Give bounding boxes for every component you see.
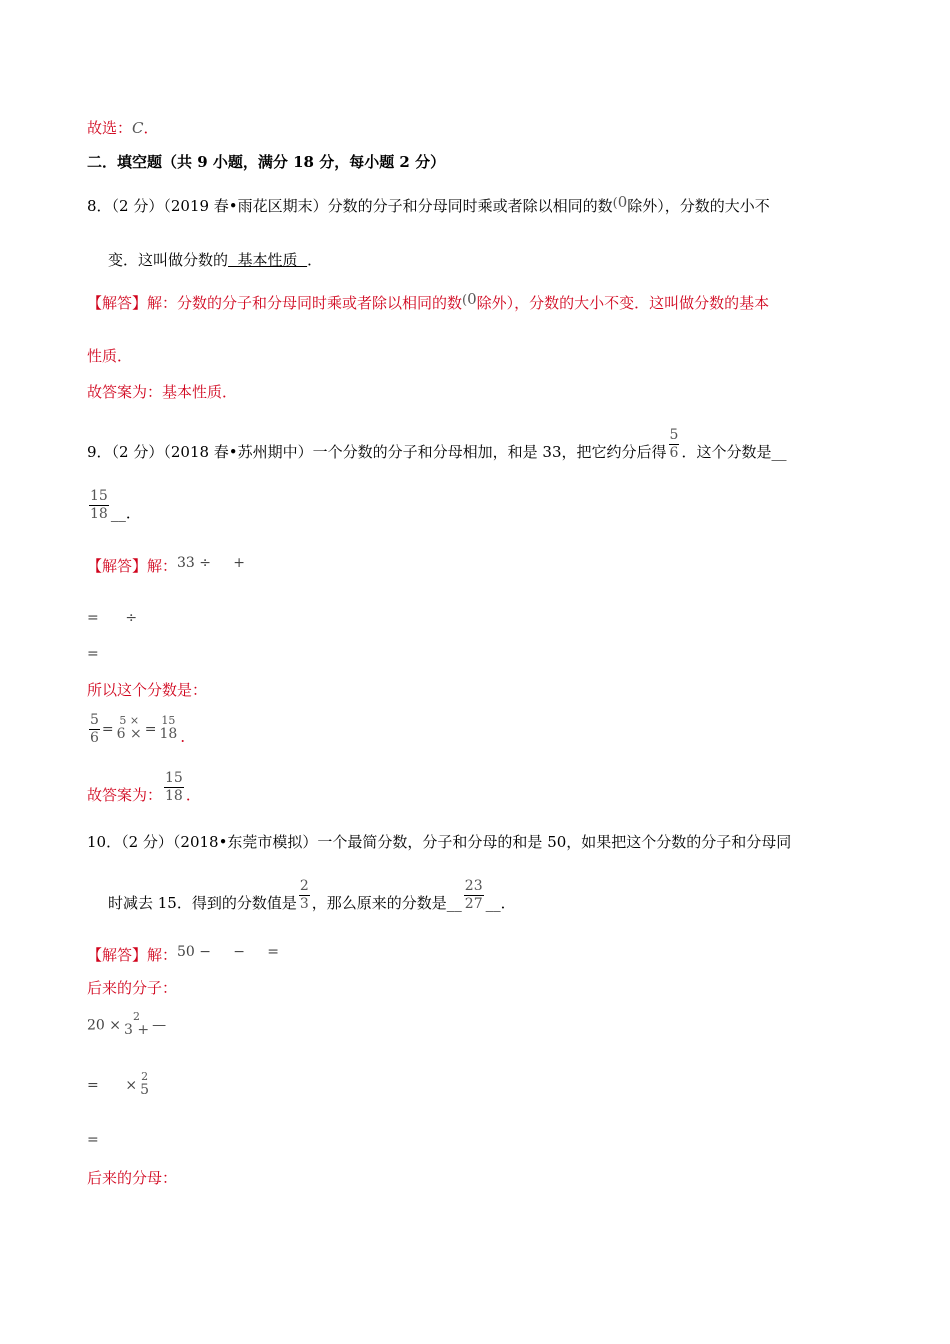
q9-calc-eq: = (101, 721, 114, 738)
q9-calc-num: 5 (90, 712, 99, 728)
q9-solution (87, 553, 245, 576)
q10-eq2 (87, 1072, 152, 1099)
q9-final-den: 18 (165, 788, 183, 804)
q10-frac-num: 2 (299, 878, 309, 894)
q9-calc-den: 6 (90, 730, 99, 746)
q10-eq1-frac (123, 1012, 150, 1039)
q10-eq3: = (87, 1132, 99, 1148)
q8-answer: 基本性质 (228, 251, 308, 269)
choice-c: C (132, 119, 144, 137)
q9-text-b: ．这个分数是 (681, 443, 772, 461)
q9-final-dot: ． (185, 786, 201, 804)
q8-line1: 8．（2 分）（2019 春•雨花区期末）分数的分子和分母同时乘或者除以相同的数(0除外），分数的大小不 (87, 193, 770, 215)
q9-calc-mid-num: 5 × (119, 714, 140, 727)
period: ． (143, 119, 159, 137)
q10-sub2: 后来的分母： (87, 1169, 178, 1187)
q8-sol-a: 【解答】解：分数的分子和分母同时乘或者除以相同的数 (87, 294, 463, 312)
q9-frac-num: 5 (669, 427, 679, 443)
q10-answer-fraction (464, 878, 484, 913)
q10-eq2-num: 2 (141, 1070, 149, 1083)
q10-blank-1: __ (446, 894, 462, 912)
q8-line2 (108, 250, 322, 270)
q10-eq1-a: 20 × (87, 1017, 121, 1034)
q9-final-num: 15 (165, 770, 183, 786)
q10-line2 (108, 878, 516, 913)
q10-eq2-den: 5 (140, 1082, 150, 1098)
q8-sol-zero: 0 (467, 290, 477, 308)
q9-answer-line (87, 488, 141, 523)
q8-solution-2: 性质． (87, 347, 133, 365)
q10-eq2-a: = × (87, 1077, 138, 1094)
q9-blank-2: __． (110, 504, 141, 522)
q9-calc-result (158, 716, 178, 743)
q9-answer-fraction (89, 488, 109, 523)
q9-text: 9．（2 分）（2018 春•苏州期中）一个分数的分子和分母相加，和是 33，把它约分后得 (87, 443, 667, 461)
q10-line1: 10．（2 分）（2018•东莞市模拟）一个最简分数，分子和分母的和是 50，如果把这个分数的分子和分母同 (87, 833, 792, 851)
q9-calc-mid (116, 716, 143, 743)
q10-eq1-den: 3 + (124, 1022, 150, 1038)
q9-calc-frac (89, 712, 100, 747)
q10-text-a: 时减去 15．得到的分数值是 (108, 894, 297, 912)
q9-conclusion: 所以这个分数是： (87, 681, 208, 699)
q10-solution (87, 942, 279, 965)
q10-eq2-frac (139, 1072, 150, 1099)
q9-ans-num: 15 (90, 488, 108, 504)
q10-text-b: ，那么原来的分数是 (311, 894, 447, 912)
q10-ans-den: 27 (464, 896, 483, 912)
q10-eq1: 20 × 2 3 + — (87, 1010, 167, 1038)
conclusion-label: 故选： (87, 119, 133, 137)
q9-calc-rnum: 15 (161, 714, 176, 727)
q9-sol-expr: 33 ÷ + (177, 555, 245, 571)
q9-final-label: 故答案为： (87, 786, 163, 804)
q9-calc-mid-den: 6 × (116, 726, 142, 742)
q8-end: ． (307, 251, 323, 269)
q8-text-c: 变．这叫做分数的 (108, 251, 229, 269)
q9-eq2: = (87, 646, 99, 662)
q8-zero: 0 (617, 193, 628, 211)
q9-calc (87, 712, 195, 747)
conclusion-line (87, 118, 159, 138)
q9-calc-dot: ． (180, 727, 196, 746)
q10-blank-2: __． (485, 894, 516, 912)
q9-ans-den: 18 (90, 506, 108, 522)
q10-ans-num: 23 (464, 878, 483, 894)
q10-frac-den: 3 (299, 896, 309, 912)
q10-eq1-num: 2 (133, 1010, 141, 1023)
q9-final-frac (164, 770, 184, 805)
q8-text-a: 8．（2 分）（2019 春•雨花区期末）分数的分子和分母同时乘或者除以相同的数 (87, 197, 613, 215)
q8-sol-b: 除外），分数的大小不变．这叫做分数的基本 (476, 294, 770, 312)
q9-line1 (87, 412, 786, 462)
q9-calc-rden: 18 (159, 726, 178, 742)
q9-fraction (669, 427, 680, 462)
q9-frac-den: 6 (669, 445, 679, 461)
q9-final (87, 770, 201, 805)
q9-calc-r: = (144, 721, 157, 738)
q9-sol-label: 【解答】解： (87, 557, 178, 575)
q8-text-b: 除外），分数的大小不 (627, 197, 770, 215)
q10-sol-label: 【解答】解： (87, 946, 178, 964)
q8-final: 故答案为：基本性质． (87, 383, 238, 401)
q9-blank-1: __ (771, 443, 787, 461)
q10-sub1: 后来的分子： (87, 979, 178, 997)
q10-sol-expr: 50 − − = (177, 944, 279, 960)
section-heading: 二．填空题（共 9 小题，满分 18 分，每小题 2 分） (87, 153, 446, 171)
q8-solution: 【解答】解：分数的分子和分母同时乘或者除以相同的数(0除外），分数的大小不变．这叫做分数的基本 (87, 290, 770, 312)
q9-eq1: = ÷ (87, 610, 138, 626)
q10-fraction (299, 878, 310, 913)
